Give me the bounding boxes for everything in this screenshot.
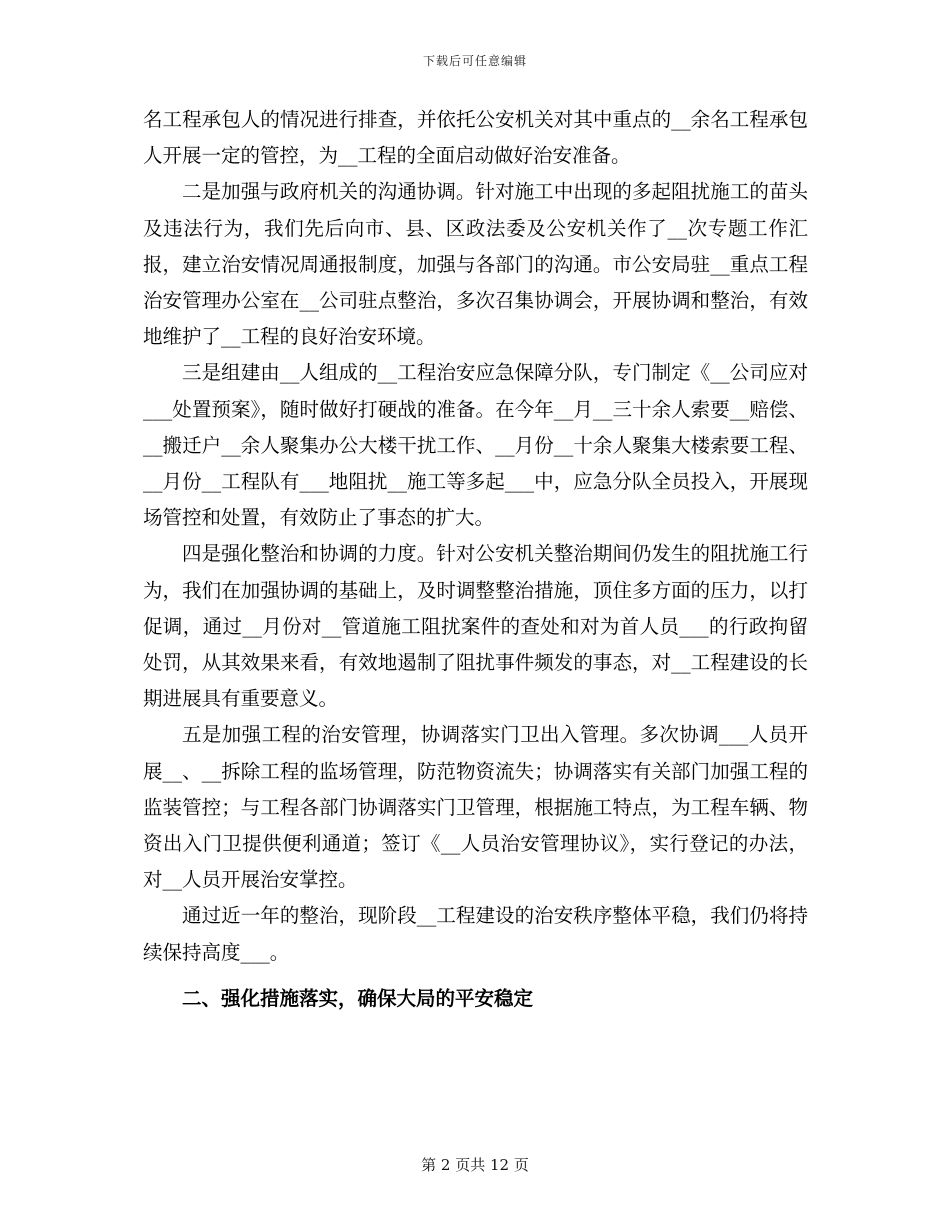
paragraph-point-two: 二是加强与政府机关的沟通协调。针对施工中出现的多起阻扰施工的苗头及违法行为，我们先后向市、县、区政法委及公安机关作了__次专题工作汇报，建立治安情况周通报制度，加强与各部门的沟通。市公安局驻__重点工程治安管理办公室在__公司驻点整治，多次召集协调会，开展协调和整治，有效地维护了__工程的良好治安环境。 bbox=[143, 180, 808, 349]
paragraph-summary: 通过近一年的整治，现阶段__工程建设的治安秩序整体平稳，我们仍将持续保持高度___。 bbox=[143, 904, 808, 964]
page-footer: 第 2 页共 12 页 bbox=[421, 1156, 529, 1174]
section-heading: 二、强化措施落实，确保大局的平安稳定 bbox=[182, 986, 534, 1010]
page-header: 下载后可任意编辑 bbox=[422, 54, 527, 68]
document-body bbox=[143, 102, 808, 1017]
paragraph-continuation: 名工程承包人的情况进行排查，并依托公安机关对其中重点的__余名工程承包人开展一定的管控，为__工程的全面启动做好治安准备。 bbox=[143, 108, 808, 168]
paragraph-point-five: 五是加强工程的治安管理，协调落实门卫出入管理。多次协调___人员开展__、__拆除工程的监场管理，防范物资流失；协调落实有关部门加强工程的监装管控；与工程各部门协调落实门卫管理，根据施工特点，为工程车辆、物资出入门卫提供便利通道；签订《__人员治安管理协议》，实行登记的办法，对__人员开展治安掌控。 bbox=[143, 723, 808, 892]
paragraph-point-four: 四是强化整治和协调的力度。针对公安机关整治期间仍发生的阻扰施工行为，我们在加强协调的基础上，及时调整整治措施，顶住多方面的压力，以打促调，通过__月份对__管道施工阻扰案件的查处和对为首人员___的行政拘留处罚，从其效果来看，有效地遏制了阻扰事件频发的事态，对__工程建设的长期进展具有重要意义。 bbox=[143, 542, 808, 711]
paragraph-point-three: 三是组建由__人组成的__工程治安应急保障分队，专门制定《__公司应对___处置预案》，随时做好打硬战的准备。在今年__月__三十余人索要__赔偿、__搬迁户__余人聚集办公大楼干扰工作、__月份__十余人聚集大楼索要工程、__月份__工程队有___地阻扰__施工等多起___中，应急分队全员投入，开展现场管控和处置，有效防止了事态的扩大。 bbox=[143, 361, 808, 530]
